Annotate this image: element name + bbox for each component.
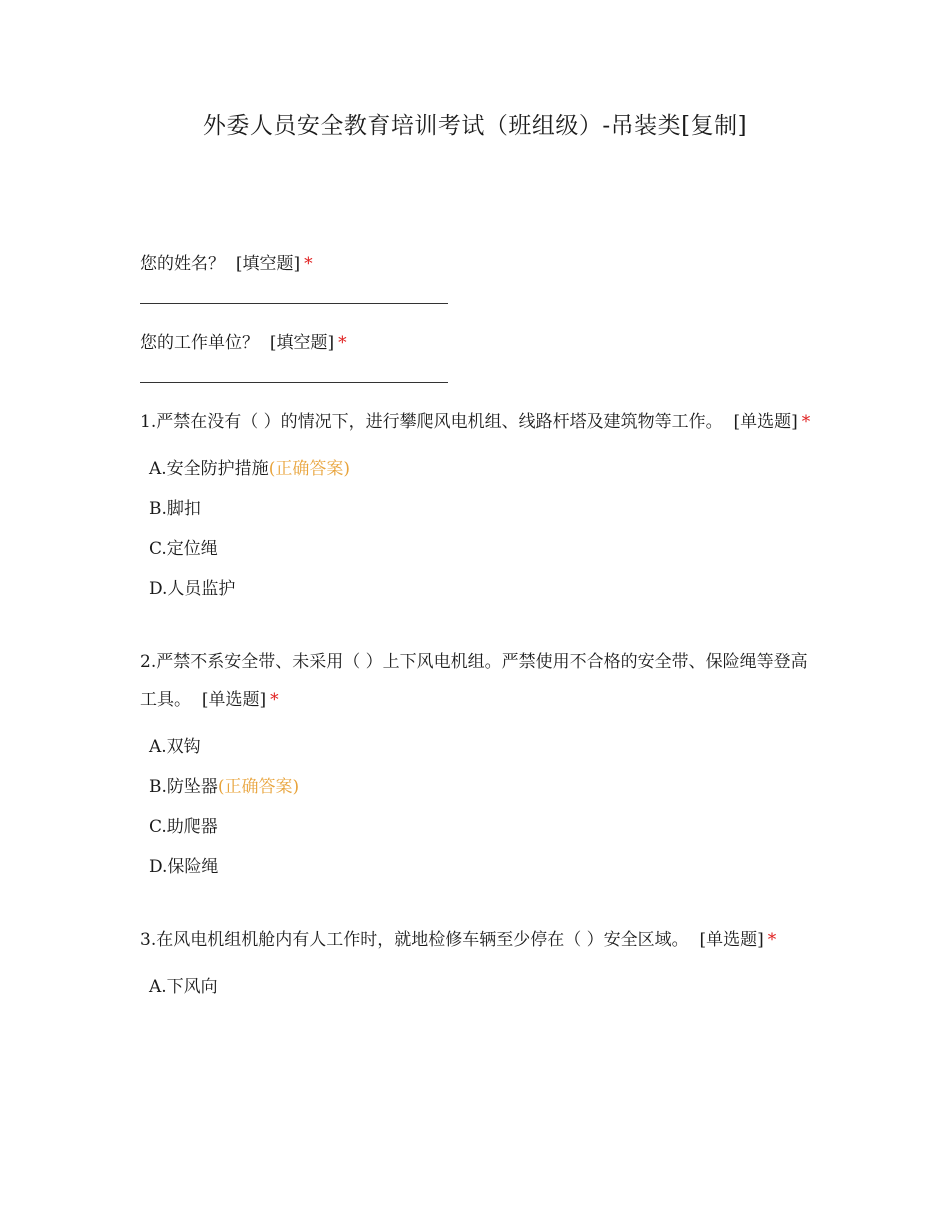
option-label: A.安全防护措施 bbox=[149, 459, 269, 479]
question-1 bbox=[140, 403, 815, 609]
option-label: D.保险绳 bbox=[149, 857, 219, 877]
option-label: A.下风向 bbox=[149, 977, 218, 997]
field-work-unit bbox=[140, 324, 815, 383]
required-mark: * bbox=[304, 254, 313, 274]
option-label: B.脚扣 bbox=[149, 499, 201, 519]
required-mark: * bbox=[338, 333, 347, 353]
option-a[interactable] bbox=[149, 727, 815, 767]
options-list bbox=[140, 449, 815, 609]
correct-answer-note: (正确答案) bbox=[268, 459, 350, 479]
option-label: A.双钩 bbox=[149, 737, 201, 757]
question-text bbox=[140, 403, 815, 441]
question-stem: 3.在风电机组机舱内有人工作时，就地检修车辆至少停在（ ）安全区域。 bbox=[140, 930, 689, 950]
field-label bbox=[140, 245, 815, 283]
field-label-text: 您的姓名？ bbox=[140, 254, 225, 274]
question-stem: 1.严禁在没有（ ）的情况下，进行攀爬风电机组、线路杆塔及建筑物等工作。 bbox=[140, 412, 723, 432]
spacer bbox=[140, 887, 815, 921]
option-c[interactable] bbox=[149, 529, 815, 569]
form-content bbox=[140, 245, 815, 1007]
question-type: [单选题] bbox=[699, 930, 764, 950]
option-d[interactable] bbox=[149, 847, 815, 887]
field-type: [填空题] bbox=[235, 254, 301, 274]
option-label: D.人员监护 bbox=[149, 579, 236, 599]
required-mark: * bbox=[801, 412, 811, 432]
option-b[interactable] bbox=[149, 767, 815, 807]
field-label-text: 您的工作单位？ bbox=[140, 333, 259, 353]
question-3 bbox=[140, 921, 815, 1007]
option-d[interactable] bbox=[149, 569, 815, 609]
option-a[interactable] bbox=[149, 449, 815, 489]
option-c[interactable] bbox=[149, 807, 815, 847]
field-type: [填空题] bbox=[269, 333, 335, 353]
name-input-line[interactable] bbox=[140, 303, 448, 304]
required-mark: * bbox=[270, 690, 279, 710]
option-b[interactable] bbox=[149, 489, 815, 529]
question-text bbox=[140, 921, 815, 959]
option-label: C.助爬器 bbox=[149, 817, 218, 837]
correct-answer-note: (正确答案) bbox=[217, 777, 300, 797]
option-label: C.定位绳 bbox=[149, 539, 218, 559]
required-mark: * bbox=[767, 930, 777, 950]
field-name bbox=[140, 245, 815, 304]
option-label: B.防坠器 bbox=[149, 777, 218, 797]
work-unit-input-line[interactable] bbox=[140, 382, 448, 383]
spacer bbox=[140, 609, 815, 643]
option-a[interactable] bbox=[149, 967, 815, 1007]
question-type: [单选题] bbox=[733, 412, 798, 432]
question-text bbox=[140, 643, 815, 719]
question-stem: 2.严禁不系安全带、未采用（ ）上下风电机组。严禁使用不合格的安全带、保险绳等登高工具。 bbox=[140, 652, 808, 710]
options-list bbox=[140, 967, 815, 1007]
options-list bbox=[140, 727, 815, 887]
page-title: 外委人员安全教育培训考试（班组级）-吊装类[复制] bbox=[202, 113, 748, 139]
question-type: [单选题] bbox=[201, 690, 267, 710]
question-2 bbox=[140, 643, 815, 887]
field-label bbox=[140, 324, 815, 362]
